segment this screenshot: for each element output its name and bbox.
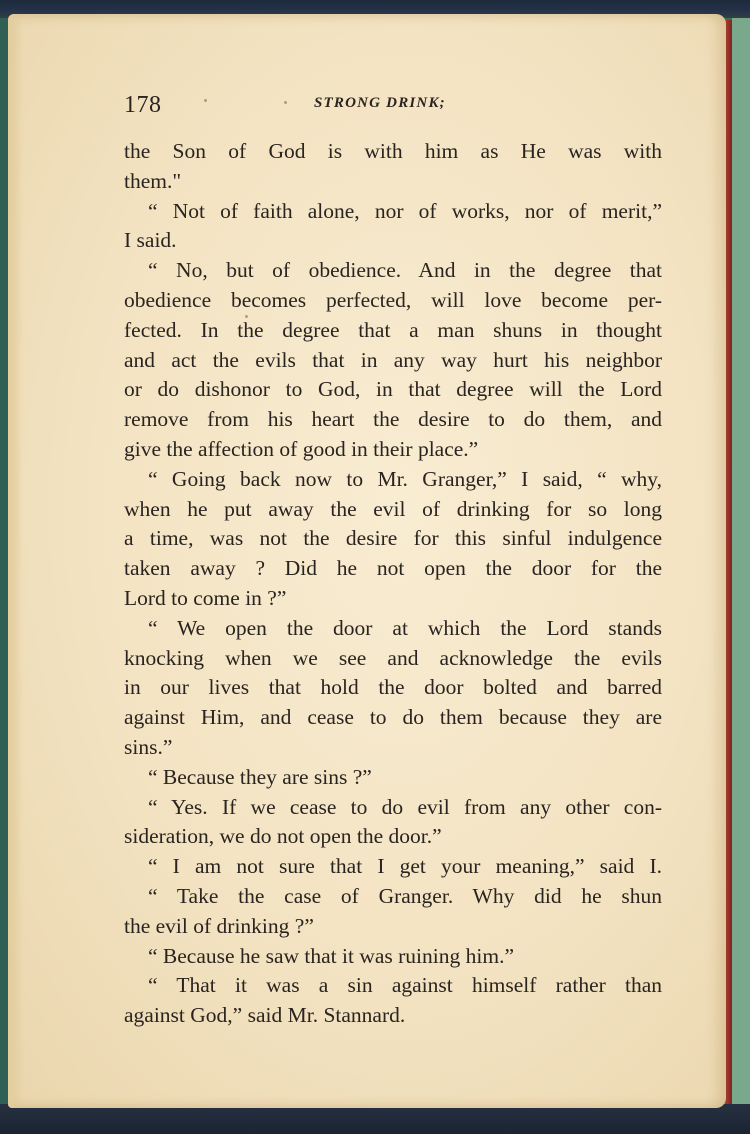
scan-bed-edge — [732, 18, 750, 1104]
text-line: I said. — [124, 228, 177, 253]
text-line: “ Going back now to Mr. Granger,” I said, “ why, — [148, 466, 662, 491]
body-text — [124, 137, 662, 1031]
text-line: fected. In the degree that a man shuns in thought — [124, 317, 662, 342]
text-line: against God,” said Mr. Stannard. — [124, 1003, 406, 1028]
text-line: the Son of God is with him as He was with — [124, 139, 662, 163]
running-title: STRONG DRINK; — [314, 95, 446, 111]
page-gutter-shadow — [8, 14, 22, 1108]
page-number: 178 — [124, 92, 162, 118]
text-line: them." — [124, 168, 182, 193]
text-line: “ Yes. If we cease to do evil from any other con- — [148, 794, 662, 819]
text-line: in our lives that hold the door bolted and barred — [124, 675, 662, 700]
text-line: Lord to come in ?” — [124, 585, 287, 610]
text-line: “ Take the case of Granger. Why did he shun — [148, 883, 662, 908]
text-line: remove from his heart the desire to do them, and — [124, 407, 662, 432]
running-header — [124, 92, 664, 126]
text-line: knocking when we see and acknowledge the evils — [124, 645, 662, 670]
text-line: a time, was not the desire for this sinful indulgence — [124, 526, 662, 551]
text-line: “ That it was a sin against himself rather than — [148, 973, 662, 998]
book-cover-bottom-edge — [0, 1104, 750, 1134]
text-line: taken away ? Did he not open the door for the — [124, 556, 662, 581]
text-line: “ Not of faith alone, nor of works, nor of merit,” — [148, 198, 662, 223]
text-line: “ Because he saw that it was ruining him.” — [148, 943, 514, 968]
text-line: “ I am not sure that I get your meaning,” said I. — [148, 854, 662, 879]
text-line: “ We open the door at which the Lord stands — [148, 615, 662, 640]
text-line: “ Because they are sins ?” — [148, 764, 372, 789]
text-line: “ No, but of obedience. And in the degree that — [148, 258, 662, 283]
text-line: the evil of drinking ?” — [124, 913, 314, 938]
text-line: or do dishonor to God, in that degree will the Lord — [124, 377, 662, 402]
text-line: give the affection of good in their place.” — [124, 436, 479, 461]
text-line: against Him, and cease to do them because they are — [124, 705, 662, 730]
text-line: and act the evils that in any way hurt his neighbor — [124, 347, 662, 372]
text-line: sideration, we do not open the door.” — [124, 824, 442, 849]
text-line: when he put away the evil of drinking for so long — [124, 496, 662, 521]
text-line: sins.” — [124, 734, 173, 759]
text-line: obedience becomes perfected, will love become per- — [124, 287, 662, 312]
